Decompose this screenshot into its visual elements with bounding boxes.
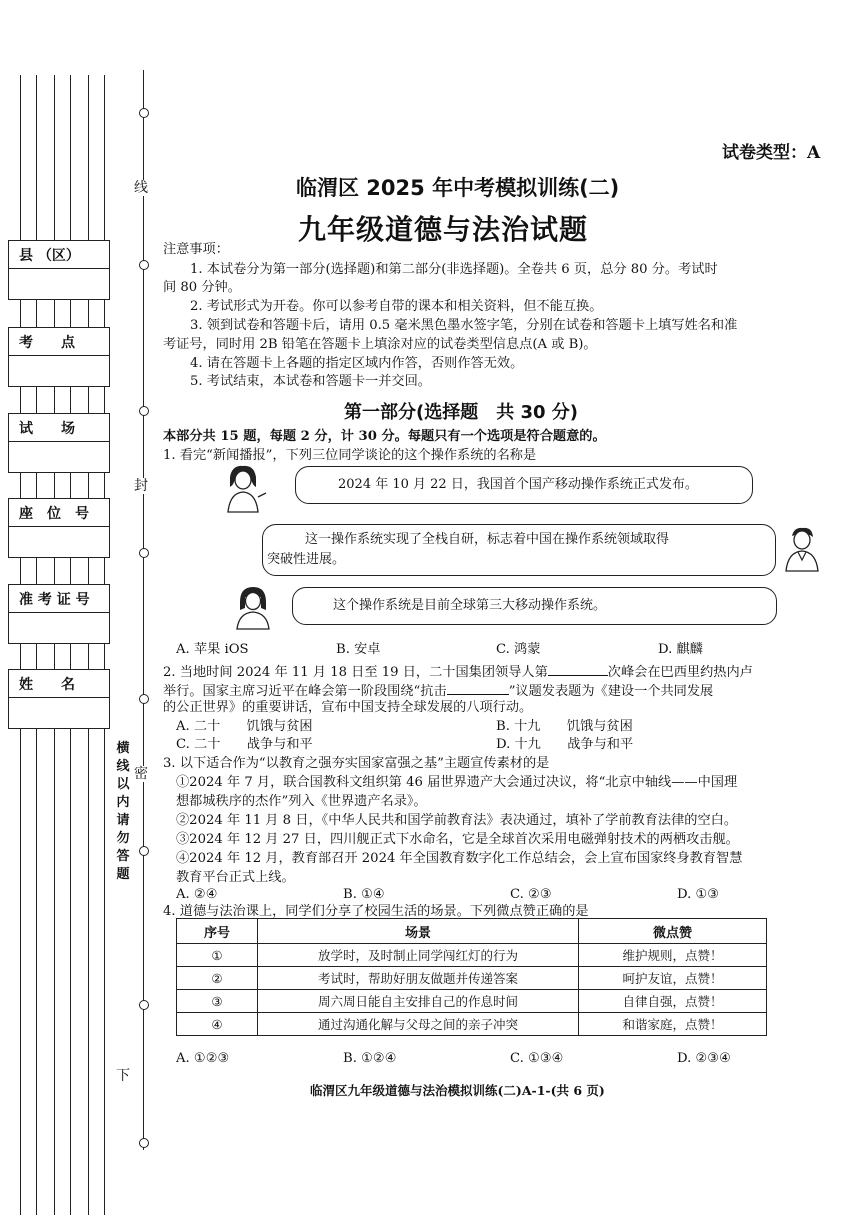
field-county[interactable]: [8, 240, 110, 300]
q4-option-d[interactable]: D. ②③④: [677, 1051, 731, 1066]
q4-option-b[interactable]: B. ①②④: [343, 1051, 397, 1066]
notes-line: 4. 请在答题卡上各题的指定区域内作答，否则作答无效。: [190, 356, 524, 371]
q4-stem: 4. 道德与法治课上，同学们分享了校园生活的场景。下列微点赞正确的是: [163, 904, 589, 919]
bubble-text: 突破性进展。: [267, 552, 346, 567]
seal-char-xian: 线: [134, 180, 148, 196]
part1-instructions: 本部分共 15 题，每题 2 分，计 30 分。每题只有一个选项是符合题意的。: [163, 429, 606, 444]
table-row: [177, 990, 767, 1013]
bubble-text: 这个操作系统是目前全球第三大移动操作系统。: [333, 598, 607, 613]
seal-char-mi: 密: [134, 766, 148, 782]
q3-item: ①2024 年 7 月，联合国教科文组织第 46 届世界遗产大会通过决议，将“北京中轴线——中国理: [176, 775, 738, 790]
margin-warning: 横线以内请勿答题: [113, 740, 133, 884]
table-cell: 放学时，及时制止同学闯红灯的行为: [258, 944, 579, 967]
page-footer: 临渭区九年级道德与法治模拟训练(二)A-1-(共 6 页): [310, 1083, 605, 1098]
q2-option-d[interactable]: D. 十九 战争与和平: [496, 737, 634, 752]
q2-stem-line3: 的公正世界》的重要讲话，宣布中国支持全球发展的八项行动。: [163, 700, 533, 715]
q3-item: ④2024 年 12 月，教育部召开 2024 年全国教育数字化工作总结会，会上宣布国家终身教育智慧: [176, 851, 743, 866]
seal-circle: [139, 1138, 149, 1148]
field-label: 试 场: [9, 414, 109, 442]
notes-line: 2. 考试形式为开卷。你可以参考自带的课本和相关资料，但不能互换。: [190, 299, 603, 314]
q1-option-b[interactable]: B. 安卓: [336, 642, 381, 657]
student-girl-2-icon: [232, 584, 274, 630]
notes-line: 考证号，同时用 2B 铅笔在答题卡上填涂对应的试卷类型信息点(A 或 B)。: [163, 337, 597, 352]
table-cell: 自律自强，点赞！: [579, 990, 767, 1013]
q1-stem: 1. 看完“新闻播报”，下列三位同学谈论的这个操作系统的名称是: [163, 448, 537, 463]
table-header: 场景: [258, 919, 579, 944]
q1-option-d[interactable]: D. 麒麟: [658, 642, 703, 657]
table-cell: ③: [177, 990, 258, 1013]
field-seat-number[interactable]: [8, 498, 110, 558]
seal-circle: [139, 108, 149, 118]
table-row: [177, 967, 767, 990]
q2-option-c[interactable]: C. 二十 战争与和平: [176, 737, 313, 752]
field-label: 座 位 号: [9, 499, 109, 527]
exam-subtitle: 九年级道德与法治试题: [298, 213, 589, 246]
seal-circle: [139, 260, 149, 270]
notes-line: 间 80 分钟。: [163, 280, 241, 295]
seal-circle: [139, 548, 149, 558]
table-header-row: [177, 919, 767, 944]
q4-option-c[interactable]: C. ①③④: [510, 1051, 564, 1066]
q3-option-a[interactable]: A. ②④: [176, 887, 218, 902]
q3-option-b[interactable]: B. ①④: [343, 887, 385, 902]
student-boy-icon: [780, 524, 824, 572]
table-cell: 周六周日能自主安排自己的作息时间: [258, 990, 579, 1013]
field-exam-room[interactable]: [8, 413, 110, 473]
seal-char-feng: 封: [134, 478, 148, 494]
bubble-text: 2024 年 10 月 22 日，我国首个国产移动操作系统正式发布。: [338, 477, 698, 492]
q2-text: 2. 当地时间 2024 年 11 月 18 日至 19 日，二十国集团领导人第: [163, 665, 548, 680]
q2-text: ”议题发表题为《建设一个共同发展: [508, 684, 714, 699]
table-header: 微点赞: [579, 919, 767, 944]
field-admission-number[interactable]: [8, 584, 110, 644]
q3-option-c[interactable]: C. ②③: [510, 887, 552, 902]
table-row: [177, 1013, 767, 1036]
notes-heading: 注意事项：: [163, 242, 229, 257]
q3-item: 教育平台正式上线。: [176, 870, 295, 885]
table-cell: 考试时，帮助好朋友做题并传递答案: [258, 967, 579, 990]
q4-scene-table: [176, 918, 767, 1036]
seal-circle: [139, 1000, 149, 1010]
q2-stem-line2: [163, 680, 713, 701]
q2-option-a[interactable]: A. 二十 饥饿与贫困: [176, 719, 313, 734]
field-label: 准 考 证 号: [9, 585, 109, 613]
table-cell: 和谐家庭，点赞！: [579, 1013, 767, 1036]
speech-bubble-1: [295, 466, 753, 504]
table-header: 序号: [177, 919, 258, 944]
q3-item: ③2024 年 12 月 27 日，四川舰正式下水命名，它是全球首次采用电磁弹射技术的两栖攻击舰。: [176, 832, 739, 847]
q4-option-a[interactable]: A. ①②③: [176, 1051, 230, 1066]
exam-title: 临渭区 2025 年中考模拟训练(二): [296, 176, 620, 200]
q3-item: 想都城秩序的杰作”列入《世界遗产名录》。: [176, 794, 427, 809]
q1-option-a[interactable]: A. 苹果 iOS: [176, 642, 249, 657]
seal-circle: [139, 846, 149, 856]
q1-option-c[interactable]: C. 鸿蒙: [496, 642, 541, 657]
paper-type: 试卷类型：A: [722, 143, 821, 163]
q3-item: ②2024 年 11 月 8 日，《中华人民共和国学前教育法》表决通过，填补了学前教育法律的空白。: [176, 813, 738, 828]
table-cell: ④: [177, 1013, 258, 1036]
speech-bubble-3: [292, 587, 777, 625]
field-label: 考 点: [9, 328, 109, 356]
field-exam-site[interactable]: [8, 327, 110, 387]
q2-blank-1[interactable]: [548, 661, 608, 676]
q3-option-d[interactable]: D. ①③: [677, 887, 720, 902]
margin-down-char: 下: [116, 1068, 130, 1084]
table-cell: ②: [177, 967, 258, 990]
field-label: 县 （区）: [9, 241, 109, 269]
table-cell: 维护规则，点赞！: [579, 944, 767, 967]
bubble-text: 这一操作系统实现了全栈自研，标志着中国在操作系统领域取得: [305, 532, 670, 547]
q2-text: 举行。国家主席习近平在峰会第一阶段围绕“抗击: [163, 684, 447, 699]
seal-circle: [139, 694, 149, 704]
student-girl-1-icon: [218, 463, 268, 513]
q2-blank-2[interactable]: [447, 680, 509, 695]
q2-text: 次峰会在巴西里约热内卢: [607, 665, 753, 680]
q3-stem: 3. 以下适合作为“以教育之强夯实国家富强之基”主题宣传素材的是: [163, 756, 550, 771]
q2-option-b[interactable]: B. 十九 饥饿与贫困: [496, 719, 633, 734]
table-cell: 呵护友谊，点赞！: [579, 967, 767, 990]
part1-heading: 第一部分(选择题 共 30 分): [344, 402, 579, 423]
q2-stem-line1: [163, 661, 753, 682]
table-cell: ①: [177, 944, 258, 967]
notes-line: 5. 考试结束，本试卷和答题卡一并交回。: [190, 374, 431, 389]
notes-line: 1. 本试卷分为第一部分(选择题)和第二部分(非选择题)。全卷共 6 页，总分 80 分。考试时: [190, 262, 718, 277]
table-cell: 通过沟通化解与父母之间的亲子冲突: [258, 1013, 579, 1036]
field-label: 姓 名: [9, 670, 109, 698]
table-row: [177, 944, 767, 967]
field-name[interactable]: [8, 669, 110, 729]
seal-circle: [139, 406, 149, 416]
notes-line: 3. 领到试卷和答题卡后，请用 0.5 毫米黑色墨水签字笔，分别在试卷和答题卡上填写姓名和准: [190, 318, 738, 333]
speech-bubble-2: [262, 524, 776, 576]
